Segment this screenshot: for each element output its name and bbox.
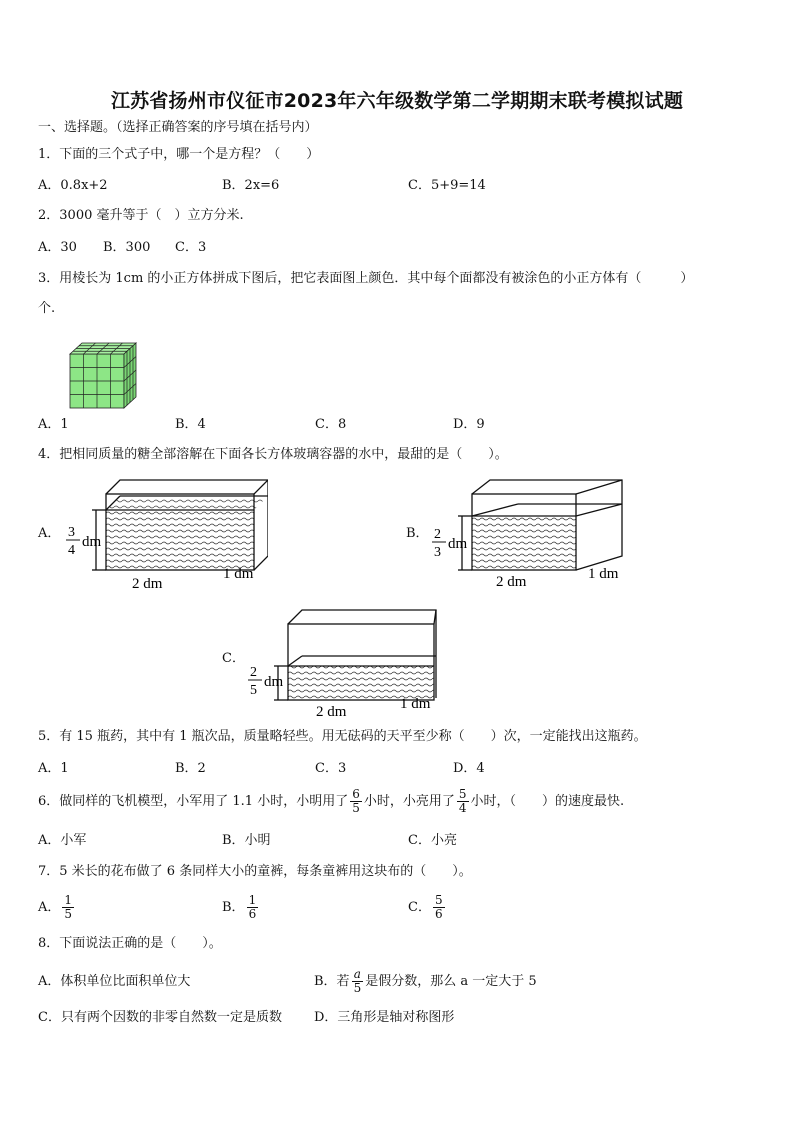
q5-option-c[interactable]: C．3: [315, 761, 347, 776]
question-4: 4．把相同质量的糖全部溶解在下面各长方体玻璃容器的水中，最甜的是（ ）。: [38, 447, 508, 462]
container-c-figure: [240, 604, 450, 724]
q6-part3: 小时，（ ）的速度最快.: [470, 794, 625, 809]
a-height-num: 3: [68, 525, 75, 540]
question-7: 7．5 米长的花布做了 6 条同样大小的童裤，每条童裤用这块布的（ ）。: [38, 864, 472, 879]
q2-option-b[interactable]: B．300: [103, 240, 151, 255]
q6-option-c[interactable]: C．小亮: [408, 833, 457, 848]
section-heading: 一、选择题。（选择正确答案的序号填在括号内）: [38, 120, 318, 135]
question-2: 2．3000 毫升等于（ ）立方分米.: [38, 208, 244, 223]
b-width: 1 dm: [588, 566, 619, 582]
q1-option-b[interactable]: B．2x=6: [222, 178, 280, 193]
question-3: 3．用棱长为 1cm 的小正方体拼成下图后，把它表面图上颜色．其中每个面都没有被涂色的小正方体有（ ）: [38, 271, 694, 286]
q1-option-c[interactable]: C．5+9=14: [408, 178, 486, 193]
c-height-den: 5: [250, 683, 257, 698]
a-height-unit: dm: [82, 534, 102, 550]
q5-option-d[interactable]: D．4: [453, 761, 485, 776]
q2-option-c[interactable]: C．3: [175, 240, 207, 255]
q6-option-a[interactable]: A．小军: [38, 833, 87, 848]
q5-option-a[interactable]: A．1: [38, 761, 69, 776]
cube-figure: [66, 340, 142, 410]
q6-part1: 6．做同样的飞机模型，小军用了 1.1 小时，小明用了: [38, 794, 349, 809]
q6-fraction-2: $\frac{5}{4}$: [458, 787, 467, 815]
q6-fraction-1: $\frac{6}{5}$: [352, 787, 360, 815]
c-length: 2 dm: [316, 704, 347, 720]
a-length: 2 dm: [132, 576, 163, 592]
q7-option-a[interactable]: A． $\frac{1}{5}$: [38, 893, 73, 921]
b-length: 2 dm: [496, 574, 527, 590]
q8-option-c[interactable]: C．只有两个因数的非零自然数一定是质数: [38, 1010, 282, 1025]
q3-option-d[interactable]: D．9: [453, 417, 485, 432]
question-3-cont: 个.: [38, 301, 56, 316]
container-b-figure: [424, 474, 634, 594]
question-5: 5．有 15 瓶药，其中有 1 瓶次品，质量略轻些。用无砝码的天平至少称（ ）次，一定能找出这瓶药。: [38, 729, 647, 744]
b-height-unit: dm: [448, 536, 468, 552]
q7-option-c[interactable]: C． $\frac{5}{6}$: [408, 893, 443, 921]
q3-option-a[interactable]: A．1: [38, 417, 69, 432]
q7-option-b[interactable]: B． $\frac{1}{6}$: [222, 893, 257, 921]
question-6: [38, 788, 624, 816]
q1-option-a[interactable]: A．0.8x+2: [38, 178, 108, 193]
q6-option-b[interactable]: B．小明: [222, 833, 271, 848]
b-height-den: 3: [434, 545, 441, 560]
q3-option-c[interactable]: C．8: [315, 417, 347, 432]
c-width: 1 dm: [400, 696, 431, 712]
a-width: 1 dm: [223, 566, 254, 582]
q4-option-a[interactable]: A．: [38, 526, 61, 541]
a-height-den: 4: [68, 543, 75, 558]
q5-option-b[interactable]: B．2: [175, 761, 206, 776]
question-1: 1．下面的三个式子中，哪一个是方程？（ ）: [38, 147, 320, 162]
container-a-figure: [58, 474, 268, 594]
c-height-num: 2: [250, 665, 257, 680]
q4-option-c[interactable]: C．: [222, 651, 245, 666]
q2-option-a[interactable]: A．30: [38, 240, 77, 255]
q3-option-b[interactable]: B．4: [175, 417, 206, 432]
b-height-num: 2: [434, 527, 441, 542]
question-8: 8．下面说法正确的是（ ）。: [38, 936, 222, 951]
q6-part2: 小时，小亮用了: [363, 794, 455, 809]
q8-option-d[interactable]: D．三角形是轴对称图形: [314, 1010, 455, 1025]
q8-option-a[interactable]: A．体积单位比面积单位大: [38, 974, 191, 989]
q8-option-b[interactable]: B．若 $\frac{a}{5}$ 是假分数，那么 a 一定大于 5: [314, 967, 537, 995]
page-title: 江苏省扬州市仪征市2023年六年级数学第二学期期末联考模拟试题: [110, 90, 684, 112]
q4-option-b[interactable]: B．: [406, 526, 429, 541]
c-height-unit: dm: [264, 674, 284, 690]
